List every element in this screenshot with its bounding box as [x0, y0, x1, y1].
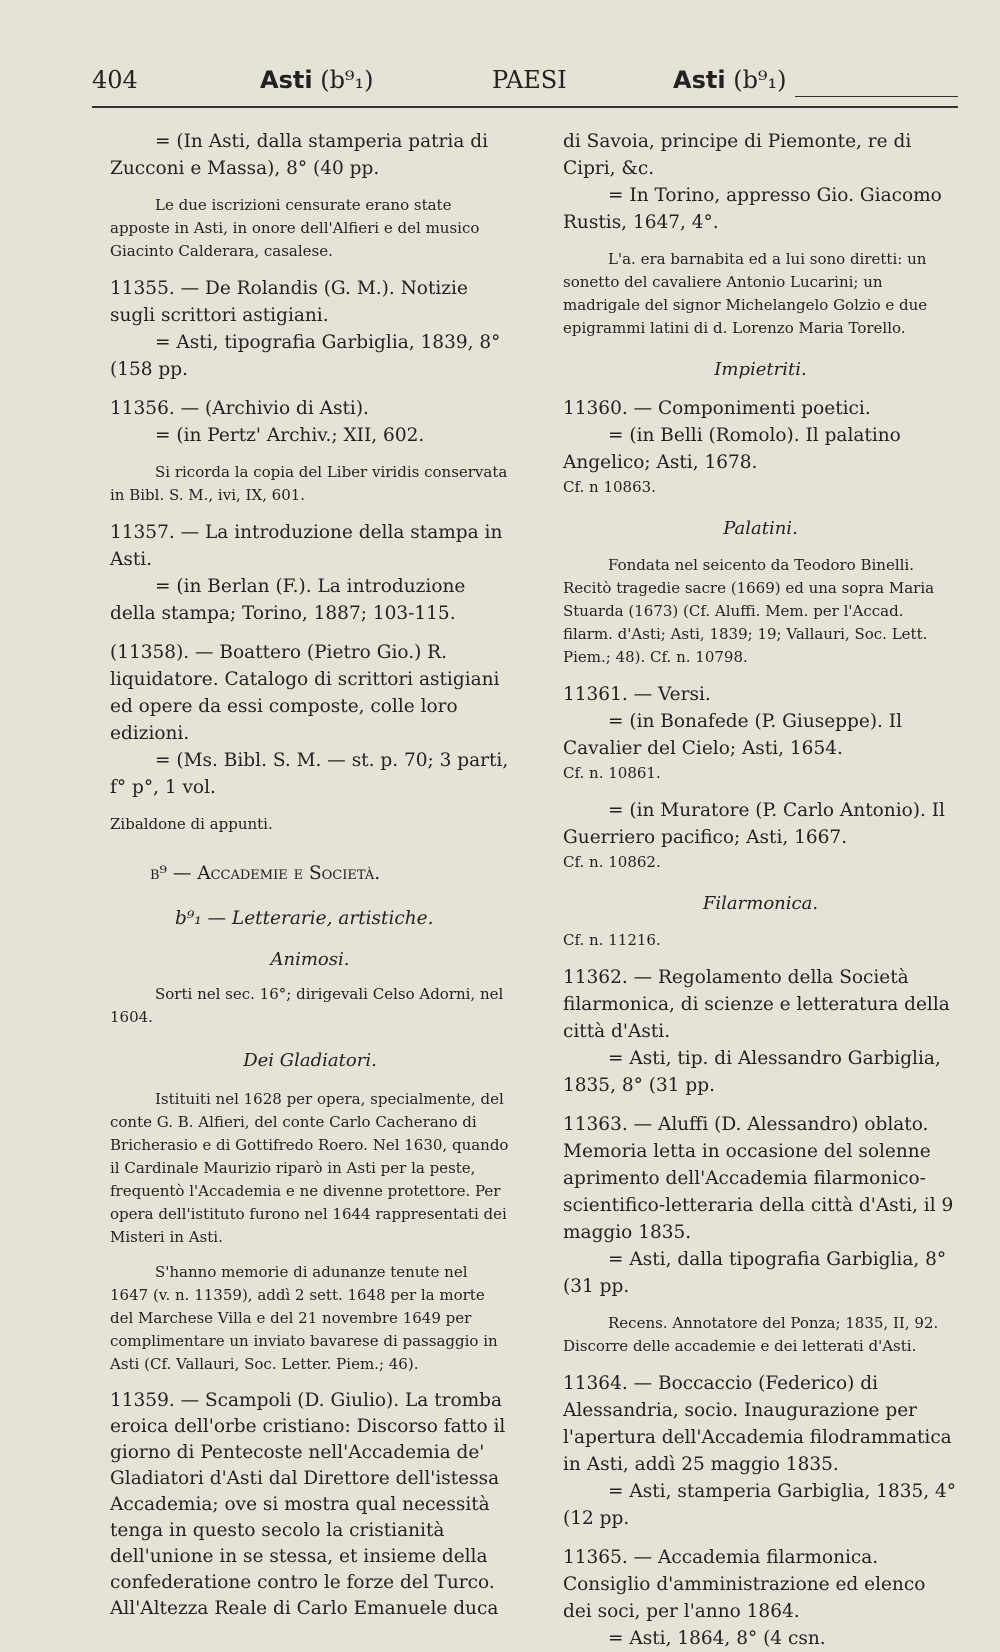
entry-11362: 11362. — Regolamento della Società filarmonica, di scienze e letteratura della città d'Asti. — [563, 967, 950, 1042]
imprint: = Asti, tip. di Alessandro Garbiglia, 1835, 8° (31 pp. — [563, 1048, 941, 1096]
note: Recens. Annotatore del Ponza; 1835, II, 92. Discorre delle accademie e dei letterati d'Asti. — [563, 1314, 939, 1355]
imprint: = Asti, dalla tipografia Garbiglia, 8° (31 pp. — [563, 1249, 947, 1297]
left-column — [110, 128, 510, 1622]
cross-reference: Cf. n. 10862. — [563, 853, 661, 871]
imprint: = In Torino, appresso Gio. Giacomo Rustis, 1647, 4°. — [563, 185, 942, 233]
imprint: = (Ms. Bibl. S. M. — st. p. 70; 3 parti, f° p°, 1 vol. — [110, 750, 509, 798]
academy-heading: Dei Gladiatori. — [243, 1050, 377, 1071]
continuation: di Savoia, principe di Piemonte, re di Cipri, &c. — [563, 131, 912, 179]
note: Si ricorda la copia del Liber viridis conservata in Bibl. S. M., ivi, IX, 601. — [110, 463, 508, 504]
cross-reference: Cf. n. 11216. — [563, 931, 661, 949]
entry-11358: (11358). — Boattero (Pietro Gio.) R. liquidatore. Catalogo di scrittori astigiani ed opere da essi composte, colle loro edizioni. — [110, 642, 500, 744]
imprint: = Asti, 1864, 8° (4 csn. — [608, 1628, 826, 1649]
cross-reference: Cf. n. 10861. — [563, 764, 661, 782]
subsection-heading: b⁹₁ — Letterarie, artistiche. — [175, 908, 434, 929]
header-section: PAESI — [492, 66, 567, 94]
academy-heading: Filarmonica. — [702, 893, 819, 914]
entry-11361: 11361. — Versi. — [563, 684, 711, 705]
entry-11364: 11364. — Boccaccio (Federico) di Alessandria, socio. Inaugurazione per l'apertura dell'Accademia filodrammatica in Asti, addì 25 maggio 1835. — [563, 1373, 952, 1475]
note: S'hanno memorie di adunanze tenute nel 1647 (v. n. 11359), addì 2 sett. 1648 per la morte del Marchese Villa e del 21 novembre 1649 per complimentare un inviato bavarese di passaggio in Asti (Cf. Vallauri, Soc. Letter. Piem.; 46). — [110, 1263, 498, 1373]
note: Le due iscrizioni censurate erano state apposte in Asti, in onore dell'Alfieri e del musico Giacinto Calderara, casalese. — [110, 196, 480, 260]
note: L'a. era barnabita ed a lui sono diretti: un sonetto del cavaliere Antonio Lucarini; un madrigale del signor Michelangelo Golzio e due epigrammi latini di d. Lorenzo Maria Torello. — [563, 250, 928, 337]
header-rule — [92, 106, 958, 108]
entry-11363: 11363. — Aluffi (D. Alessandro) oblato. Memoria letta in occasione del solenne aprimento dell'Accademia filarmonico-scientifico-letteraria della città d'Asti, il 9 maggio 1835. — [563, 1114, 954, 1243]
cross-reference: Cf. n 10863. — [563, 478, 656, 496]
academy-heading: Impietriti. — [714, 359, 807, 380]
right-column — [563, 128, 958, 1652]
imprint: = (in Berlan (F.). La introduzione della stampa; Torino, 1887; 103-115. — [110, 576, 466, 624]
header-rule-short — [795, 96, 958, 97]
header-left-title: Asti (b⁹₁) — [260, 66, 374, 94]
note: Fondata nel seicento da Teodoro Binelli. Recitò tragedie sacre (1669) ed una sopra Maria Stuarda (1673) (Cf. Aluffi. Mem. per l'Accad. filarm. d'Asti; Asti, 1839; 19; Vallauri, Soc. Lett. Piem.; 48). Cf. n. 10798. — [563, 556, 935, 666]
note: Zibaldone di appunti. — [110, 815, 273, 833]
academy-heading: Palatini. — [723, 518, 798, 539]
entry-11365: 11365. — Accademia filarmonica. Consiglio d'amministrazione ed elenco dei soci, per l'anno 1864. — [563, 1547, 926, 1622]
entry-11359: 11359. — Scampoli (D. Giulio). La tromba eroica dell'orbe cristiano: Discorso fatto il giorno di Pentecoste nell'Accademia de' Gladiatori d'Asti dal Direttore dell'istessa Accademia; ove si mostra qual necessità tenga in questo secolo la cristianità dell'unione in se stessa, et insieme della confederatione contro le forze del Turco. All'Altezza Reale di Carlo Emanuele duca — [110, 1390, 506, 1619]
section-heading: b⁹ — Accademie e Società. — [150, 863, 381, 884]
entry-11357: 11357. — La introduzione della stampa in Asti. — [110, 522, 503, 570]
imprint: = (in Belli (Romolo). Il palatino Angelico; Asti, 1678. — [563, 425, 901, 473]
header-right-title: Asti (b⁹₁) — [673, 66, 787, 94]
entry-11360: 11360. — Componimenti poetici. — [563, 398, 871, 419]
imprint: = (in Bonafede (P. Giuseppe). Il Cavalier del Cielo; Asti, 1654. — [563, 711, 903, 759]
page-number: 404 — [92, 66, 138, 94]
note: Sorti nel sec. 16°; dirigevali Celso Adorni, nel 1604. — [110, 985, 504, 1026]
imprint: = (in Muratore (P. Carlo Antonio). Il Guerriero pacifico; Asti, 1667. — [563, 800, 945, 848]
imprint: = (In Asti, dalla stamperia patria di Zucconi e Massa), 8° (40 pp. — [110, 131, 488, 179]
imprint: = (in Pertz' Archiv.; XII, 602. — [155, 425, 425, 446]
imprint: = Asti, tipografia Garbiglia, 1839, 8° (158 pp. — [110, 332, 501, 380]
entry-11356: 11356. — (Archivio di Asti). — [110, 398, 369, 419]
note: Istituiti nel 1628 per opera, specialmente, del conte G. B. Alfieri, del conte Carlo Cacherano di Bricherasio e di Gottifredo Roero. Nel 1630, quando il Cardinale Maurizio riparò in Asti per la peste, frequentò l'Accademia e ne divenne protettore. Per opera dell'istituto furono nel 1644 rappresentati dei Misteri in Asti. — [110, 1090, 509, 1246]
entry-11355: 11355. — De Rolandis (G. M.). Notizie sugli scrittori astigiani. — [110, 278, 468, 326]
imprint: = Asti, stamperia Garbiglia, 1835, 4° (12 pp. — [563, 1481, 957, 1529]
academy-heading: Animosi. — [270, 949, 350, 970]
